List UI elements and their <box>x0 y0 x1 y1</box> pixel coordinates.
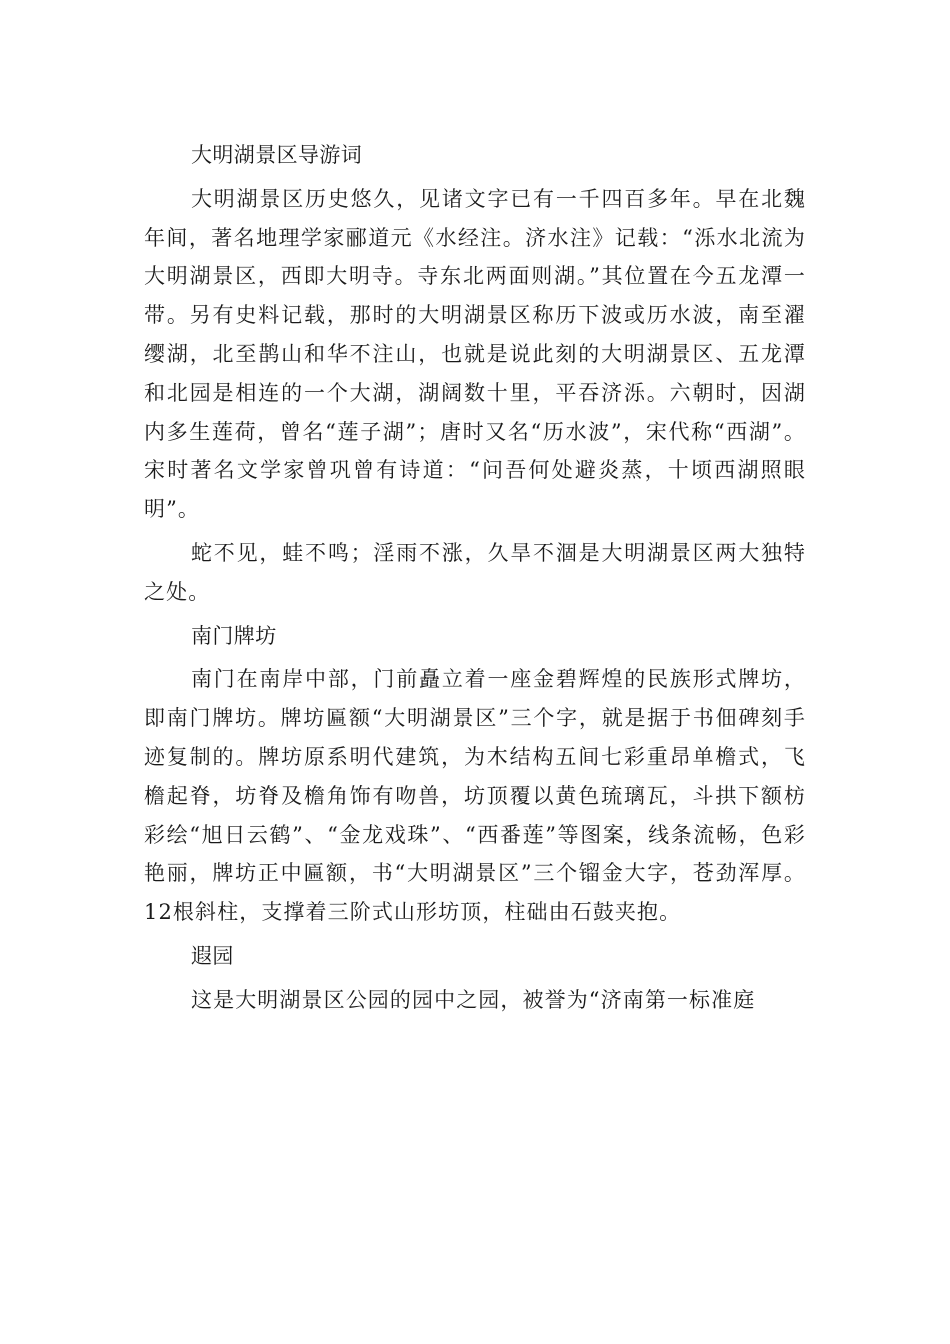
document-title: 大明湖景区导游词 <box>191 143 363 167</box>
paragraph-history: 大明湖景区历史悠久，见诸文字已有一千四百多年。早在北魏年间，著名地理学家郦道元《水经注。济水注》记载：“泺水北流为大明湖景区，西即大明寺。寺东北两面则湖。”其位置在今五龙潭一带。另有史料记载，那时的大明湖景区称历下波或历水波，南至濯缨湖，北至鹊山和华不注山，也就是说此刻的大明湖景区、五龙潭和北园是相连的一个大湖，湖阔数十里，平吞济泺。六朝时，因湖内多生莲荷，曾名“莲子湖”；唐时又名“历水波”，宋代称“西湖”。宋时著名文学家曾巩曾有诗道：“问吾何处避炎蒸，十顷西湖照眼明”。 <box>144 186 806 522</box>
paragraph-south-gate: 南门在南岸中部，门前矗立着一座金碧辉煌的民族形式牌坊，即南门牌坊。牌坊匾额“大明湖景区”三个字，就是据于书佃碑刻手迹复制的。牌坊原系明代建筑，为木结构五间七彩重昂单檐式，飞檐起脊，坊脊及檐角饰有吻兽，坊顶覆以黄色琉璃瓦，斗拱下额枋彩绘“旭日云鹤”、“金龙戏珠”、“西番莲”等图案，线条流畅，色彩艳丽，牌坊正中匾额，书“大明湖景区”三个镏金大字，苍劲浑厚。12根斜柱，支撑着三阶式山形坊顶，柱础由石鼓夹抱。 <box>144 667 806 925</box>
paragraph-features: 蛇不见，蛙不鸣；淫雨不涨，久旱不涸是大明湖景区两大独特之处。 <box>144 540 806 604</box>
paragraph-xia-garden: 这是大明湖景区公园的园中之园，被誉为“济南第一标准庭 <box>191 987 756 1012</box>
document-body <box>144 136 806 1025</box>
section-heading-xia-garden: 遐园 <box>191 943 234 968</box>
section-heading-south-gate: 南门牌坊 <box>191 623 277 648</box>
